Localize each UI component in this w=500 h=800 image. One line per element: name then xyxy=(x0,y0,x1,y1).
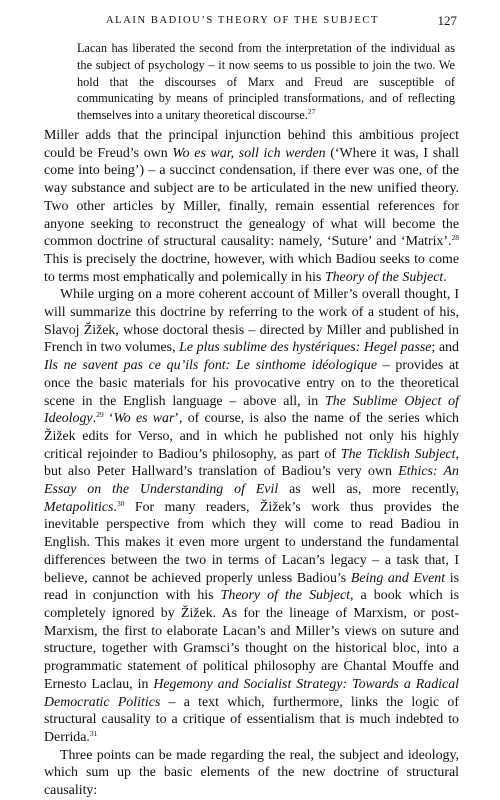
p1-italic-title: Theory of the Subject xyxy=(324,269,444,285)
p1-text: This is precisely the doctrine, however, with which Badiou seeks to come to terms most emphatically and polemically in his xyxy=(44,251,459,285)
p2-italic-title: Ils ne savent pas ce qu’ils font: Le sinthome idéologique xyxy=(44,358,378,374)
p2-italic-title: Theory of the Subject xyxy=(220,588,350,604)
p2-italic-title: Le plus sublime des hystériques: Hegel passe xyxy=(179,340,432,356)
p2-text: – provides at once the basic materials for his provocative entry on to the theoretical scene in the English language – above all, in xyxy=(44,358,459,409)
p2-text: , but also Peter Hallward’s translation of Badiou’s very own xyxy=(44,446,459,480)
footnote-ref-27: 27 xyxy=(307,107,316,117)
p2-italic-title: Metapolitics xyxy=(44,499,114,515)
p2-italic-series: Wo es war xyxy=(113,411,175,427)
p1-text: . xyxy=(443,269,447,285)
block-quote xyxy=(77,40,455,124)
p2-italic-title: Hegemony and Socialist Strategy: Towards a Radical Democratic Politics xyxy=(44,676,459,710)
paragraph-1 xyxy=(44,127,459,286)
p2-text: . xyxy=(92,411,97,427)
p1-italic-wo-es-war: Wo es war, soll ich werden xyxy=(172,145,326,161)
quote-text: Lacan has liberated the second from the interpretation of the individual as the subject of psychology – it now seems to us possible to join the two. We hold that the discourses of Marx and Freud are susceptible of communicating by means of principled transformations, and of reflecting themselves into a unitary theoretical discourse. xyxy=(77,41,455,123)
footnote-ref-29: 29 xyxy=(96,410,104,420)
paragraph-3 xyxy=(44,747,459,800)
p2-text: ; and xyxy=(431,340,460,356)
p2-italic-title: The Sublime Object of Ideology xyxy=(44,393,459,427)
footnote-ref-31: 31 xyxy=(89,728,98,738)
page-number: 127 xyxy=(437,13,457,28)
p2-text: , a book which is completely ignored by Žižek. As for the lineage of Marxism, or post-Marxism, the first to elaborate Lacan’s and Miller’s views on suture and structure, together with Gramsci’s thought on the historical bloc, into a programmatic statement of political philosophy are Chantal Mouffe and Ernesto Laclau, in xyxy=(44,588,459,692)
paragraph-2 xyxy=(44,286,459,746)
p2-italic-title: Ethics: An Essay on the Understanding of Evil xyxy=(44,464,459,498)
p2-italic-title: Being and Event xyxy=(350,570,446,586)
p2-text: ’, of course, is also the name of the series which Žižek edits for Verso, and in which he published not only his highly critical rejoinder to Badiou’s philosophy, as part of xyxy=(44,411,459,462)
p1-text: Miller adds that the principal injunction behind this ambitious project could be Freud’s own xyxy=(44,128,459,161)
p2-text: For many readers, Žižek’s work thus provides the inevitable perspective from which they will come to read Badiou in English. This makes it even more urgent to understand the fundamental differences between the two in terms of Lacan’s legacy – a task that, I believe, cannot be achieved properly unless Badiou’s xyxy=(44,499,459,586)
p3-text: Three points can be made regarding the real, the subject and ideology, which sum up the basic elements of the new doctrine of structural causality: xyxy=(44,747,459,799)
p2-text: is read in conjunction with his xyxy=(44,570,459,604)
p2-text: While urging on a more coherent account of Miller’s overall thought, I will summarize this doctrine by referring to the work of a student of his, Slavoj Žižek, whose doctoral thesis – directed by Miller and published in French in two volumes, xyxy=(44,287,459,356)
p2-text: – a text which, furthermore, links the logic of structural causality to a critique of essentialism that is much indebted to Derrida. xyxy=(44,694,459,745)
footnote-ref-28: 28 xyxy=(451,233,459,243)
p2-text: ‘ xyxy=(103,411,114,427)
p2-text: . xyxy=(113,499,117,515)
p1-text: (‘Where it was, I shall come into being’) – a succinct condensation, if there ever was one, of the way substance and subject are to be articulated in the new unified theory. Two other articles by Miller, finally, remain essential references for anyone seeking to reconstruct the genealogy of what will become the common doctrine of structural causality: namely, ‘Suture’ and ‘Matrix’. xyxy=(44,145,459,250)
p2-text: as well as, more recently, xyxy=(278,482,459,498)
footnote-ref-30: 30 xyxy=(116,498,125,508)
p2-italic-title: The Ticklish Subject xyxy=(340,446,456,462)
running-head: ALAIN BADIOU’S THEORY OF THE SUBJECT xyxy=(106,15,379,26)
